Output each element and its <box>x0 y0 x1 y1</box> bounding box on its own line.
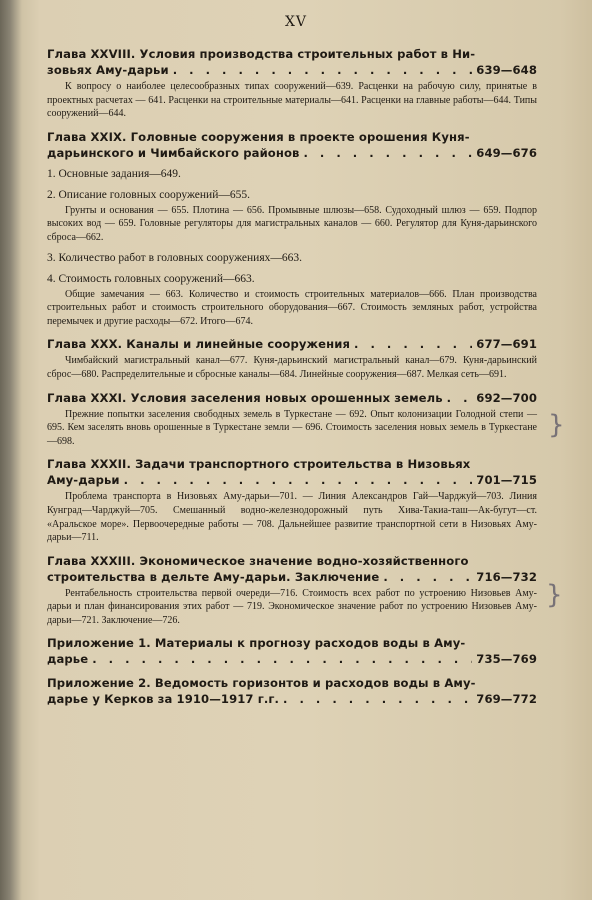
entry-title-lastline <box>47 390 537 406</box>
section-description: Грунты и основания — 655. Плотина — 656. Промывные шлюзы—658. Судоходный шлюз — 659. Подпор высоких вод — 659. Головные регуляторы для магистральных каналов — 660. Регулятор для Куня-дарьинского сброса—662. <box>47 204 537 243</box>
entry-title-lastline <box>47 145 537 161</box>
section-description: Общие замечания — 663. Количество и стоимость строительных материалов—666. План производства строительных работ и стоимость строительного оборудования—667. Стоимость земляных работ, устройства перемычек и другие расходы—672. Итого—674. <box>47 288 537 327</box>
entry-description: Рентабельность строительства первой очереди—716. Стоимость всех работ по устроению Низовьев Аму-дарьи и план финансирования этих работ — 719. Экономическое значение работ по устроению Низовьев Аму-дарьи—721. Заключение—726. <box>47 587 537 626</box>
entry-description: Чимбайский магистральный канал—677. Куня-дарьинский магистральный канал—679. Куня-дарьинский сброс—680. Распределительные и сбросные каналы—684. Линейные сооружения—687. Мелкая сеть—691. <box>47 355 537 380</box>
entry-pages: 677—691 <box>476 337 537 352</box>
entry-title-end: дарьинского и Чимбайского районов <box>47 145 300 160</box>
entry-title-end: дарье <box>47 652 89 667</box>
toc-entry-chapter-31 <box>47 390 537 449</box>
entry-pages: 716—732 <box>476 569 537 584</box>
entry-title-line: Глава XXVIII. Условия производства строительных работ в Ни- <box>47 47 476 61</box>
toc-entry-chapter-29 <box>47 129 537 329</box>
entry-pages: 639—648 <box>476 63 537 77</box>
toc-entry-chapter-33 <box>47 553 537 628</box>
leader-dots <box>354 336 472 352</box>
section-heading: 3. Количество работ в головных сооружениях—663. <box>47 251 303 264</box>
pencil-brace-mark: } <box>546 580 563 610</box>
table-of-contents <box>47 46 537 715</box>
section-heading: 1. Основные задания—649. <box>47 167 181 180</box>
leader-dots <box>383 569 472 585</box>
leader-dots <box>283 691 472 707</box>
entry-pages: 649—676 <box>476 145 537 160</box>
entry-title-end: строительства в дельте Аму-дарьи. Заключение <box>47 569 380 584</box>
section-heading: 2. Описание головных сооружений—655. <box>47 188 250 201</box>
leader-dots <box>447 390 473 406</box>
entry-title-lastline <box>47 62 537 78</box>
entry-title-lastline <box>47 472 537 488</box>
toc-entry-appendix-1 <box>47 635 537 667</box>
entry-title-lastline <box>47 651 537 667</box>
pencil-brace-mark: } <box>548 410 565 440</box>
entry-title-end: дарье у Керков за 1910—1917 г.г. <box>47 692 280 707</box>
toc-entry-chapter-32 <box>47 456 537 544</box>
toc-entry-appendix-2 <box>47 675 537 707</box>
entry-title-lastline <box>47 569 537 585</box>
entry-pages: 735—769 <box>476 652 537 667</box>
entry-title-end: Глава XXX. Каналы и линейные сооружения <box>47 337 351 352</box>
entry-title-lastline <box>47 691 537 707</box>
leader-dots <box>303 145 472 161</box>
entry-description: Проблема транспорта в Низовьях Аму-дарьи—701. — Линия Александров Гай—Чарджуй—703. Линия Кунград—Чарджуй—705. Смешанный водно-железнодорожный путь Хива-Такиа-таш—Ак-бугут—ст. «Аральское море». Первоочередные работы — 708. Дальнейшее развитие транспортной сети в Низовьях Аму-дарьи—711. <box>47 491 537 544</box>
entry-title-lastline <box>47 336 537 352</box>
entry-title-line: Глава XXIX. Головные сооружения в проекте орошения Куня- <box>47 129 470 144</box>
entry-pages: 769—772 <box>476 692 537 707</box>
entry-title-end: зовьях Аму-дарьи <box>47 63 169 77</box>
entry-title-line: Приложение 2. Ведомость горизонтов и расходов воды в Аму- <box>47 676 476 691</box>
leader-dots <box>124 472 473 488</box>
section-heading: 4. Стоимость головных сооружений—663. <box>47 272 255 285</box>
entry-pages: 701—715 <box>476 473 537 488</box>
entry-title-end: Глава XXXI. Условия заселения новых орошенных земель <box>47 390 443 405</box>
entry-title-end: Аму-дарьи <box>47 473 120 488</box>
leader-dots <box>92 651 472 667</box>
toc-entry-chapter-28 <box>47 46 537 121</box>
entry-description: Прежние попытки заселения свободных земель в Туркестане — 692. Опыт колонизации Голодной степи — 695. Кем заселять вновь орошенные в Туркестане земли — 696. Стоимость заселения новых земель в Туркестане—698. <box>47 408 537 447</box>
entry-description: К вопросу о наиболее целесообразных типах сооружений—639. Расценки на рабочую силу, принятые в проектных расчетах — 641. Расценки на строительные материалы—641. Расценки на главные работы—644. Типы сооружений—644. <box>47 81 537 120</box>
leader-dots <box>173 62 473 78</box>
entry-title-line: Глава XXXII. Задачи транспортного строительства в Низовьях <box>47 457 471 472</box>
toc-entry-chapter-30 <box>47 336 537 381</box>
entry-pages: 692—700 <box>476 390 537 405</box>
entry-title-line: Приложение 1. Материалы к прогнозу расходов воды в Аму- <box>47 636 466 651</box>
entry-title-line: Глава XXXIII. Экономическое значение водно-хозяйственного <box>47 553 469 568</box>
page-number: XV <box>284 14 308 30</box>
